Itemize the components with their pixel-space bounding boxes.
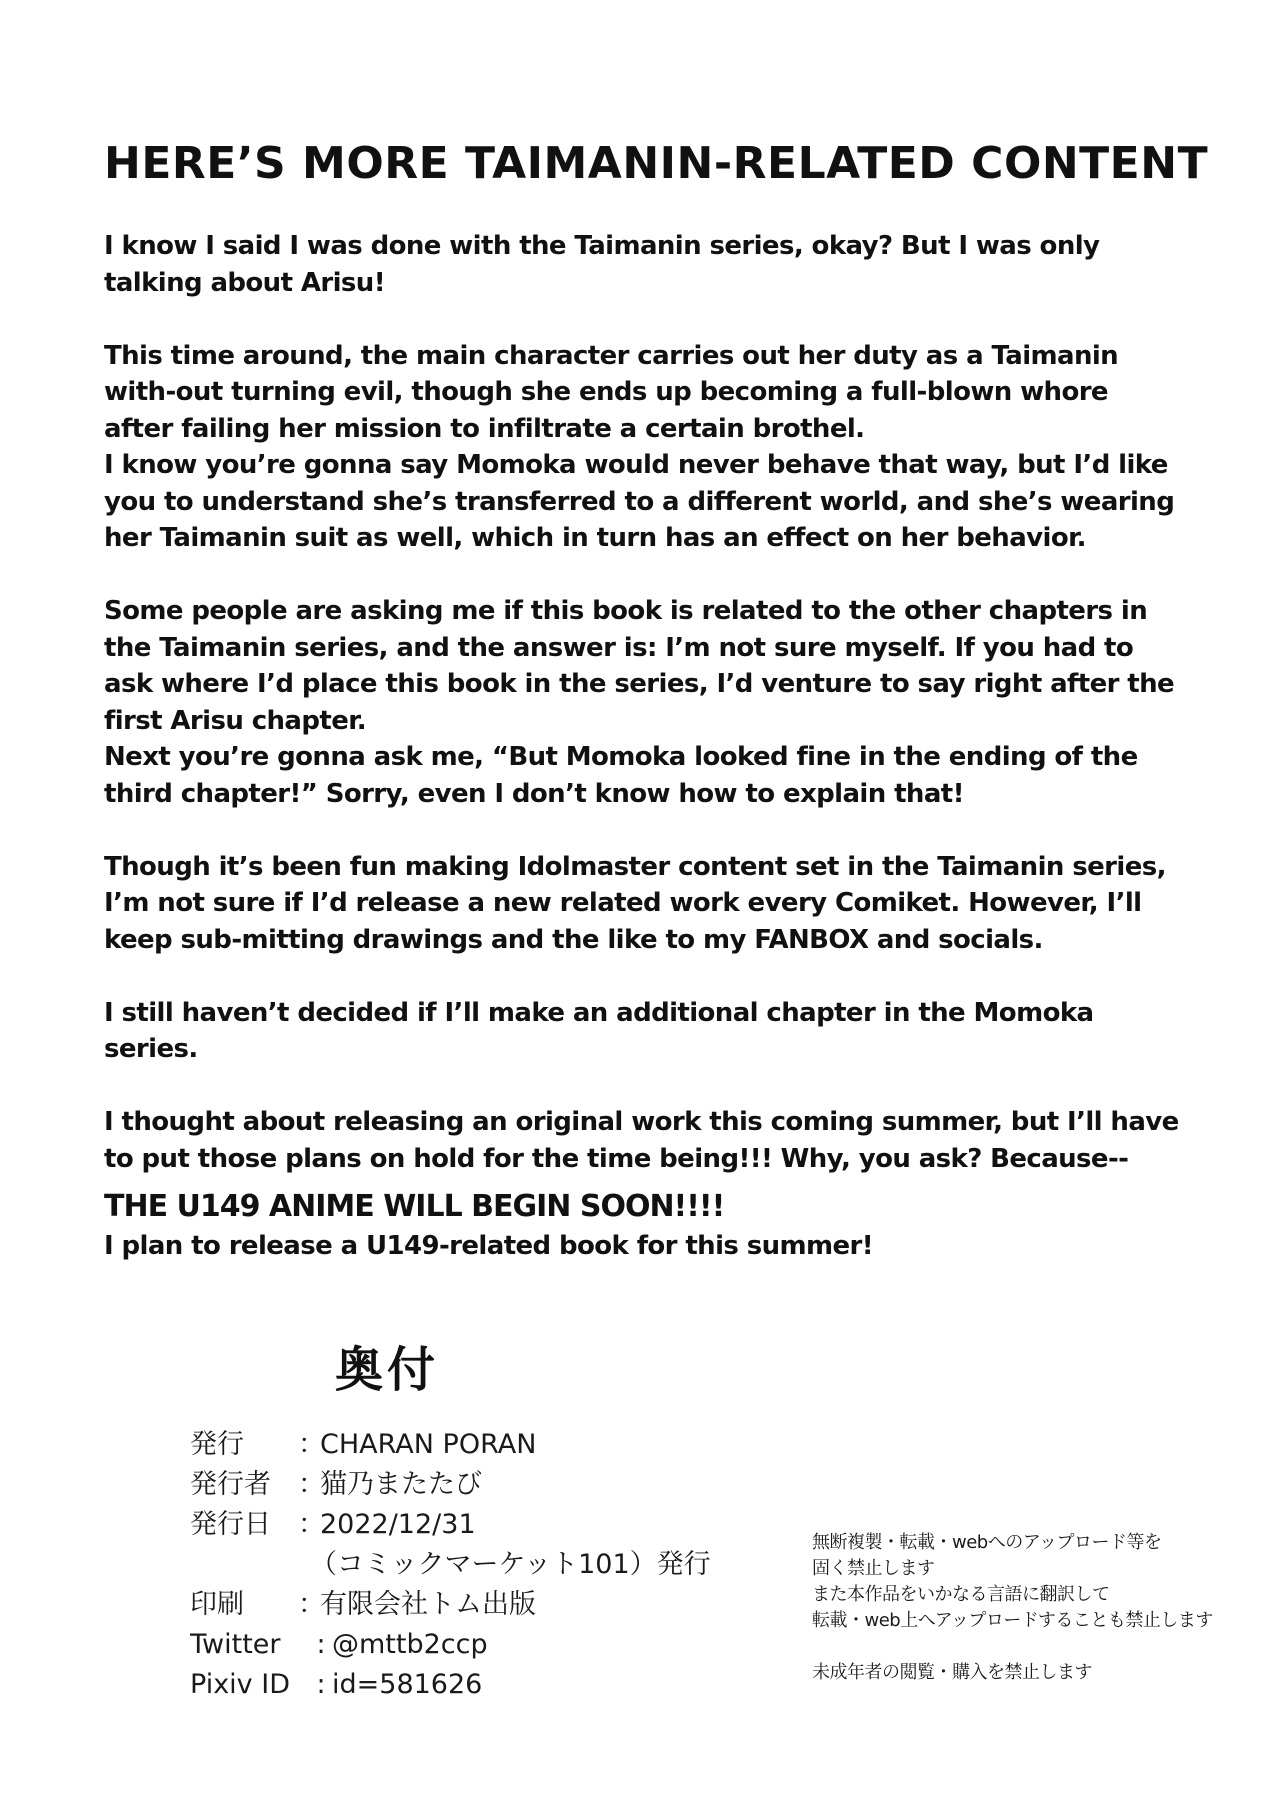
announcement-subline: I plan to release a U149-related book for this summer!	[104, 1231, 874, 1261]
page-heading: HERE’S MORE TAIMANIN-RELATED CONTENT	[104, 138, 1209, 189]
paragraph-3: I know you’re gonna say Momoka would never behave that way, but I’d like you to understand she’s transferred to a different world, and she’s wearing her Taimanin suit as well, which in turn has an effect on her behavior.	[104, 450, 1175, 553]
colophon-value: CHARAN PORAN	[320, 1429, 537, 1460]
colophon-value: 2022/12/31	[320, 1509, 476, 1540]
colophon-row-author	[190, 1465, 830, 1505]
colophon-label: Pixiv ID	[190, 1669, 290, 1700]
colophon-separator: ：	[298, 1509, 325, 1540]
notice-line-2: 固く禁止します	[812, 1558, 935, 1579]
paragraph-2: This time around, the main character carries out her duty as a Taimanin with-out turning evil, though she ends up becoming a full-blown whore after failing her mission to infiltrate a certain brothel.	[104, 340, 1119, 444]
colophon-label: Twitter	[190, 1629, 281, 1660]
colophon-details	[190, 1425, 830, 1705]
colophon-label: 発行日	[190, 1509, 271, 1540]
paragraph-1: I know I said I was done with the Taimanin series, okay? But I was only talking about Arisu!	[104, 231, 1100, 298]
colophon-label: 発行者	[190, 1469, 271, 1500]
colophon-row-pixiv	[190, 1665, 830, 1705]
colophon-value: （コミックマーケット101）発行	[310, 1549, 711, 1580]
notice-line-5: 未成年者の閲覧・購入を禁止します	[812, 1662, 1092, 1683]
announcement-headline: THE U149 ANIME WILL BEGIN SOON!!!!	[104, 1189, 725, 1224]
paragraph-4: Some people are asking me if this book is related to the other chapters in the Taimanin series, and the answer is: I’m not sure myself. If you had to ask where I’d place this book in the series, I’d venture to say right after the first Arisu chapter.	[104, 596, 1175, 736]
colophon-row-publisher	[190, 1425, 830, 1465]
notice-line-1: 無断複製・転載・webへのアップロード等を	[812, 1532, 1162, 1553]
colophon-separator: ：	[298, 1589, 325, 1620]
colophon-title: 奥付	[335, 1342, 440, 1398]
colophon-separator: :	[316, 1629, 326, 1660]
paragraph-8: I thought about releasing an original work this coming summer, but I’ll have to put those plans on hold for the time being!!! Why, you ask? Because--	[104, 1107, 1179, 1174]
afterword-body	[104, 228, 1184, 1214]
colophon-value: 有限会社トム出版	[320, 1589, 536, 1620]
colophon-row-printer	[190, 1585, 830, 1625]
colophon-row-date	[190, 1505, 830, 1545]
copyright-notice	[812, 1530, 1232, 1686]
paragraph-5: Next you’re gonna ask me, “But Momoka looked fine in the ending of the third chapter!” Sorry, even I don’t know how to explain that!	[104, 742, 1138, 809]
colophon-row-event	[190, 1545, 830, 1585]
colophon-value: @mttb2ccp	[332, 1629, 488, 1660]
colophon-separator: ：	[298, 1429, 325, 1460]
announcement	[104, 1186, 1184, 1264]
notice-line-4: 転載・web上へアップロードすることも禁止します	[812, 1610, 1213, 1631]
colophon-value: id=581626	[332, 1669, 483, 1700]
colophon-label: 発行	[190, 1429, 244, 1460]
colophon-separator: ：	[298, 1469, 325, 1500]
paragraph-7: I still haven’t decided if I’ll make an additional chapter in the Momoka series.	[104, 997, 1094, 1064]
colophon-separator: :	[316, 1669, 326, 1700]
notice-line-3: また本作品をいかなる言語に翻訳して	[812, 1584, 1110, 1605]
paragraph-6: Though it’s been fun making Idolmaster content set in the Taimanin series, I’m not sure if I’d release a new related work every Comiket. However, I’ll keep sub-mitting drawings and the like to my FANBOX and socials.	[104, 851, 1166, 955]
colophon-value: 猫乃またたび	[320, 1469, 482, 1500]
colophon-label: 印刷	[190, 1589, 244, 1620]
colophon-row-twitter	[190, 1625, 830, 1665]
